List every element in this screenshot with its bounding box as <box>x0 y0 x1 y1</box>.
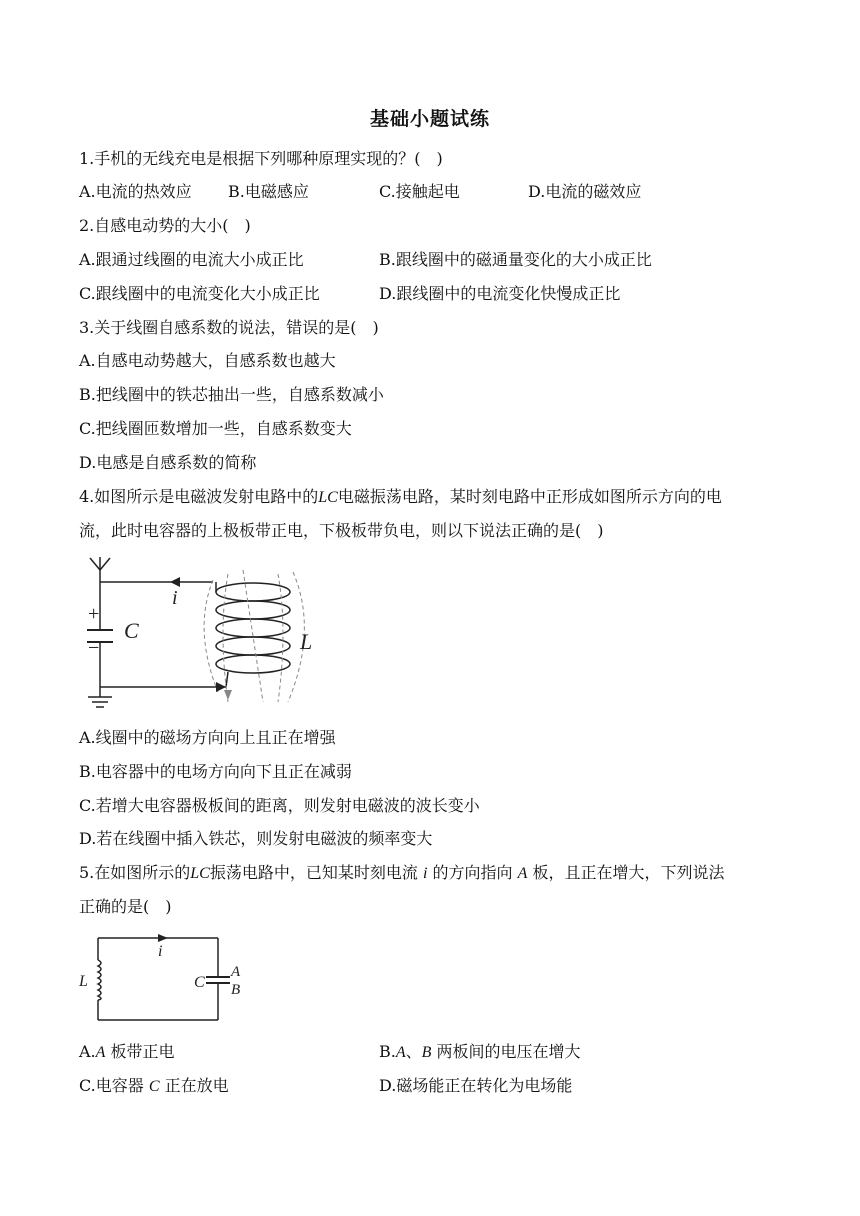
q2-stem: 2.自感电动势的大小( ) <box>79 216 251 235</box>
q4-option-a: A.线圈中的磁场方向向上且正在增强 <box>79 728 336 747</box>
q2-option-c: C.跟线圈中的电流变化大小成正比 <box>79 284 320 303</box>
q5-option-c-prefix: C.电容器 <box>79 1076 144 1095</box>
q4-stem-var-lc: LC <box>318 489 338 506</box>
q5-option-b-var1: A <box>395 1044 406 1061</box>
q5-stem-var-lc: LC <box>190 865 210 882</box>
label-capacitor-c: C <box>124 618 139 643</box>
q5-option-b-var2: B <box>421 1044 432 1061</box>
q4-stem-text-a: 4.如图所示是电磁波发射电路中的 <box>79 487 319 506</box>
q2-option-b: B.跟线圈中的磁通量变化的大小成正比 <box>379 250 652 269</box>
q2-option-d: D.跟线圈中的电流变化快慢成正比 <box>379 284 621 303</box>
label-inductor-l: L <box>79 973 88 990</box>
q5-stem-text-b: 振荡电路中，已知某时刻电流 <box>209 863 418 882</box>
q1-option-a: A.电流的热效应 <box>79 182 192 201</box>
q5-option-a-prefix: A. <box>79 1042 96 1061</box>
q3-option-b: B.把线圈中的铁芯抽出一些，自感系数减小 <box>79 385 384 404</box>
q5-option-d: D.磁场能正在转化为电场能 <box>379 1076 573 1095</box>
current-arrow-top <box>170 577 180 587</box>
q5-stem-var-i: i <box>422 865 428 882</box>
q4-circuit-figure <box>78 552 328 717</box>
field-arrow <box>224 690 232 700</box>
q4-stem-text-b: 电磁振荡电路，某时刻电路中正形成如图所示方向的电 <box>337 487 722 506</box>
q5-option-c <box>79 1075 229 1098</box>
label-current-i: i <box>158 943 163 960</box>
q4-stem-line1 <box>79 486 722 509</box>
q5-stem-line2: 正确的是( ) <box>79 897 172 916</box>
q5-option-b-prefix: B. <box>379 1042 396 1061</box>
q5-stem-line1 <box>79 862 725 885</box>
antenna-arm-left <box>90 558 100 570</box>
q4-option-d: D.若在线圈中插入铁芯，则发射电磁波的频率变大 <box>79 829 433 848</box>
label-minus: − <box>88 637 100 659</box>
q5-stem-text-c: 的方向指向 <box>432 863 513 882</box>
q5-option-b-sep: 、 <box>405 1042 422 1061</box>
q1-option-b: B.电磁感应 <box>228 182 309 201</box>
label-inductor-l: L <box>300 629 313 654</box>
label-current-i: i <box>172 587 178 609</box>
page-title: 基础小题试练 <box>369 108 490 130</box>
q5-option-b <box>379 1041 581 1064</box>
q2-option-a: A.跟通过线圈的电流大小成正比 <box>79 250 304 269</box>
label-plate-a: A <box>231 964 241 980</box>
q5-circuit-figure <box>76 930 256 1030</box>
q5-option-c-var: C <box>148 1078 160 1095</box>
q5-option-c-text: 正在放电 <box>164 1076 229 1095</box>
inductor-coil <box>98 960 101 1000</box>
label-plus: + <box>88 603 100 625</box>
q1-option-d: D.电流的磁效应 <box>528 182 642 201</box>
label-capacitor-c: C <box>194 974 205 991</box>
q3-option-c: C.把线圈匝数增加一些，自感系数变大 <box>79 419 352 438</box>
q4-option-b: B.电容器中的电场方向向下且正在减弱 <box>79 762 352 781</box>
q5-option-a <box>79 1041 175 1064</box>
q5-stem-text-d: 板，且正在增大，下列说法 <box>532 863 725 882</box>
q3-option-a: A.自感电动势越大，自感系数也越大 <box>79 351 336 370</box>
q5-option-a-var: A <box>95 1044 106 1061</box>
label-plate-b: B <box>231 982 241 998</box>
q1-stem: 1.手机的无线充电是根据下列哪种原理实现的？( ) <box>79 149 443 168</box>
q5-option-a-text: 板带正电 <box>110 1042 175 1061</box>
q3-stem: 3.关于线圈自感系数的说法，错误的是( ) <box>79 318 379 337</box>
antenna-arm-right <box>100 558 110 570</box>
q4-option-c: C.若增大电容器极板间的距离，则发射电磁波的波长变小 <box>79 796 480 815</box>
q3-option-d: D.电感是自感系数的简称 <box>79 453 257 472</box>
q4-stem-line2: 流，此时电容器的上极板带正电，下极板带负电，则以下说法正确的是( ) <box>79 521 604 540</box>
q5-option-b-text: 两板间的电压在增大 <box>436 1042 581 1061</box>
q1-option-c: C.接触起电 <box>379 182 460 201</box>
q5-stem-var-a: A <box>517 865 528 882</box>
current-arrow <box>158 934 168 942</box>
q5-stem-text-a: 5.在如图所示的 <box>79 863 191 882</box>
